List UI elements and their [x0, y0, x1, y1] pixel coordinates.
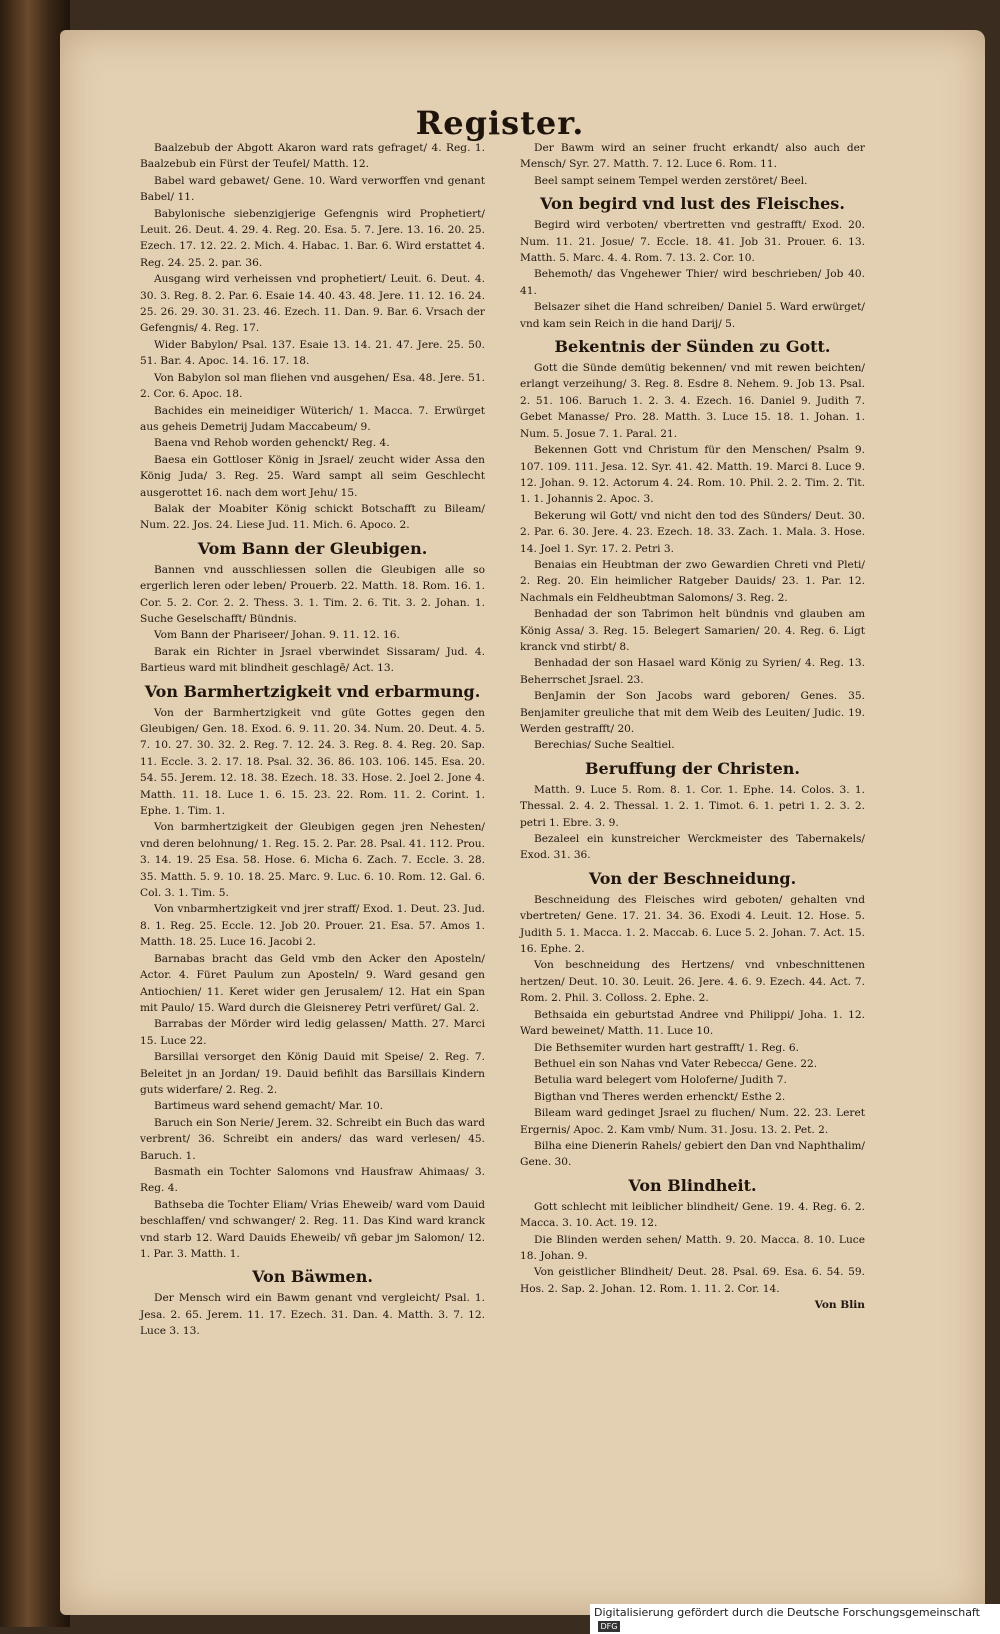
register-entry: Von Babylon sol man fliehen vnd ausgehen/ Esa. 48. Jere. 51. 2. Cor. 6. Apoc. 18.: [140, 371, 485, 401]
register-entry: Wider Babylon/ Psal. 137. Esaie 13. 14. 21. 47. Jere. 25. 50. 51. Bar. 4. Apoc. 14. 16. 17. 18.: [140, 338, 485, 368]
register-entry: Basmath ein Tochter Salomons vnd Hausfraw Ahimaas/ 3. Reg. 4.: [140, 1165, 485, 1195]
register-entry: Berechias/ Suche Sealtiel.: [534, 739, 675, 752]
register-entry: Ausgang wird verheissen vnd prophetiert/ Leuit. 6. Deut. 4. 30. 3. Reg. 8. 2. Par. 6. Esaie 14. 40. 43. 48. Jere. 11. 12. 16. 24. 25. 26. 29. 30. 31. 23. 46. Ezech. 11. Dan. 9. Bar. 6. Vrsach der Gefengnis/ 4. Reg. 17.: [140, 273, 485, 335]
register-entry: Bekerung wil Gott/ vnd nicht den tod des Sünders/ Deut. 30. 2. Par. 6. 30. Jere. 4. 23. Ezech. 18. 33. Zach. 1. Mala. 3. Hose. 14. Joel 1. Syr. 17. 2. Petri 3.: [520, 509, 865, 555]
dfg-logo: DFG: [598, 1621, 620, 1632]
register-entry: Bileam ward gedinget Jsrael zu fluchen/ Num. 22. 23. Leret Ergernis/ Apoc. 2. Kam vmb/ Num. 31. Josu. 13. 2. Pet. 2.: [520, 1107, 865, 1136]
register-entry: Der Mensch wird ein Bawm genant vnd vergleicht/ Psal. 1. Jesa. 2. 65. Jerem. 11. 17. Ezech. 31. Dan. 4. Matth. 3. 7. 12. Luce 3. 13.: [140, 1292, 485, 1338]
register-entry: Von der Barmhertzigkeit vnd güte Gottes gegen den Gleubigen/ Gen. 18. Exod. 6. 9. 11. 20. 34. Num. 20. Deut. 4. 5. 7. 10. 27. 30. 32. 2. Reg. 7. 12. 24. 3. Reg. 8. 4. Reg. 20. Sap. 11. Eccle. 3. 2. 17. 18. Psal. 32. 36. 86. 103. 106. 145. Esa. 20. 54. 55. Jerem. 12. 18. 38. Ezech. 18. 33. Hose. 2. Joel 2. Jone 4. Matth. 11. 18. Luce 1. 6. 15. 23. 22. Rom. 11. 2. Corint. 1. Ephe. 1. Tim. 1.: [140, 706, 485, 818]
digitization-footer: [590, 1604, 1000, 1634]
section-heading: Von begird vnd lust des Fleisches.: [540, 194, 845, 214]
register-entry: Bigthan vnd Theres werden erhenckt/ Esthe 2.: [534, 1090, 786, 1103]
register-entry: Bethuel ein son Nahas vnd Vater Rebecca/ Gene. 22.: [534, 1057, 818, 1070]
register-entry: Behemoth/ das Vngehewer Thier/ wird beschrieben/ Job 40. 41.: [520, 268, 865, 297]
register-entry: Von geistlicher Blindheit/ Deut. 28. Psal. 69. Esa. 6. 54. 59. Hos. 2. Sap. 2. Johan. 12. Rom. 1. 11. 2. Cor. 14.: [520, 1266, 865, 1295]
register-entry: Baalzebub der Abgott Akaron ward rats gefraget/ 4. Reg. 1. Baalzebub ein Fürst der Teufel/ Matth. 12.: [140, 142, 485, 171]
register-entry: Vom Bann der Phariseer/ Johan. 9. 11. 12. 16.: [154, 629, 400, 642]
register-entry: Bilha eine Dienerin Rahels/ gebiert den Dan vnd Naphthalim/ Gene. 30.: [520, 1139, 865, 1169]
page-title: Register.: [415, 104, 585, 142]
register-entry: Baruch ein Son Nerie/ Jerem. 32. Schreibt ein Buch das ward verbrent/ 36. Schreibt ein anders/ das ward verlesen/ 45. Baruch. 1.: [140, 1116, 485, 1162]
register-entry: Von barmhertzigkeit der Gleubigen gegen jren Nehesten/ vnd deren belohnung/ 1. Reg. 15. 2. Par. 28. Psal. 41. 112. Prou. 3. 14. 19. 25 Esa. 58. Hose. 6. Micha 6. Zach. 7. Eccle. 3. 28. 35. Matth. 5. 9. 10. 18. 25. Marc. 9. Luc. 6. 10. Rom. 12. Gal. 6. Col. 3. 1. Tim. 5.: [140, 821, 485, 900]
register-entry: Barnabas bracht das Geld vmb den Acker den Aposteln/ Actor. 4. Füret Paulum zun Aposteln/ 9. Ward gesand gen Antiochien/ 11. Keret wider gen Jerusalem/ 12. Hat ein Span mit Paulo/ 15. Ward durch die Gleisnerey Petri verfüret/ Gal. 2.: [140, 952, 485, 1014]
register-entry: Baesa ein Gottloser König in Jsrael/ zeucht wider Assa den König Juda/ 3. Reg. 25. Ward sampt all seim Geschlecht ausgerottet 16. nach dem wort Jehu/ 15.: [140, 453, 485, 499]
register-entry: Bethsaida ein geburtstad Andree vnd Philippi/ Joha. 1. 12. Ward beweinet/ Matth. 11. Luce 10.: [520, 1008, 865, 1038]
section-heading: Von Bäwmen.: [252, 1267, 373, 1287]
register-entry: Gott die Sünde demütig bekennen/ vnd mit rewen beichten/ erlangt verzeihung/ 3. Reg. 8. Esdre 8. Nehem. 9. Job 13. Psal. 2. 51. 106. Baruch 1. 2. 3. 4. Ezech. 16. Daniel 9. Judith 7. Gebet Manasse/ Pro. 28. Matth. 3. Luce 15. 18. 1. Johan. 1. Num. 5. Josue 7. 1. Paral. 21.: [520, 362, 865, 440]
register-entry: Benhadad der son Hasael ward König zu Syrien/ 4. Reg. 13. Beherrschet Jsrael. 23.: [520, 657, 865, 686]
register-entry: Barak ein Richter in Jsrael vberwindet Sissaram/ Jud. 4. Bartieus ward mit blindheit geschlagē/ Act. 13.: [140, 645, 485, 675]
register-entry: Bartimeus ward sehend gemacht/ Mar. 10.: [154, 1100, 384, 1113]
register-entry: Matth. 9. Luce 5. Rom. 8. 1. Cor. 1. Ephe. 14. Colos. 3. 1. Thessal. 2. 4. 2. Thessal. 1. 2. 1. Timot. 6. 1. petri 1. 2. 3. 2. petri 1. Ebre. 3. 9.: [520, 783, 865, 829]
register-entry: Bezaleel ein kunstreicher Werckmeister des Tabernakels/ Exod. 31. 36.: [520, 833, 865, 862]
right-column: [520, 140, 865, 1314]
register-entry: Balak der Moabiter König schickt Botschafft zu Bileam/ Num. 22. Jos. 24. Liese Jud. 11. Mich. 6. Apoco. 2.: [140, 502, 485, 532]
register-entry: Babylonische siebenzigjerige Gefengnis wird Prophetiert/ Leuit. 26. Deut. 4. 29. 4. Reg. 20. Esa. 5. 7. Jere. 13. 16. 20. 25. Ezech. 17. 12. 22. 2. Mich. 4. Habac. 1. Bar. 6. Wird erstattet 4. Reg. 24. 25. 2. par. 36.: [140, 207, 485, 269]
register-entry: Bachides ein meineidiger Wüterich/ 1. Macca. 7. Erwürget aus geheis Demetrij Judam Maccabeum/ 9.: [140, 404, 485, 433]
register-entry: Barrabas der Mörder wird ledig gelassen/ Matth. 27. Marci 15. Luce 22.: [140, 1018, 485, 1047]
section-heading: Vom Bann der Gleubigen.: [197, 538, 428, 558]
register-entry: Die Bethsemiter wurden hart gestrafft/ 1. Reg. 6.: [534, 1041, 799, 1054]
register-entry: BenJamin der Son Jacobs ward geboren/ Genes. 35. Benjamiter greuliche that mit dem Weib des Leuiten/ Judic. 19. Werden gestrafft/ 20.: [520, 690, 865, 735]
section-heading: Bekentnis der Sünden zu Gott.: [554, 337, 831, 357]
section-heading: Von Barmhertzigkeit vnd erbarmung.: [144, 681, 481, 701]
register-entry: Bekennen Gott vnd Christum für den Menschen/ Psalm 9. 107. 109. 111. Jesa. 12. Syr. 41. 42. Matth. 19. Marci 8. Luce 9. 12. Johan. 9. 12. Actorum 4. 24. Rom. 10. Phil. 2. 2. Tim. 2. Tit. 1. 1. Johannis 2. Apoc. 3.: [520, 444, 865, 506]
section-heading: Beruffung der Christen.: [585, 758, 800, 778]
register-entry: Babel ward gebawet/ Gene. 10. Ward verworffen vnd genant Babel/ 11.: [140, 174, 485, 204]
footer-text: Digitalisierung gefördert durch die Deutsche Forschungsgemeinschaft: [594, 1606, 980, 1619]
register-entry: Benhadad der son Tabrimon helt bündnis vnd glauben am König Assa/ 3. Reg. 15. Belegert Samarien/ 20. 4. Reg. 6. Ligt kranck vnd stirbt/ 8.: [520, 608, 865, 653]
register-entry: Baena vnd Rehob worden gehenckt/ Reg. 4.: [154, 437, 390, 450]
register-entry: Beschneidung des Fleisches wird geboten/ gehalten vnd vbertreten/ Gene. 17. 21. 34. 36. Exodi 4. Leuit. 12. Hose. 5. Judith 5. 1. Macca. 1. 2. Maccab. 6. Luce 5. 2. Johan. 7. Act. 15. 16. Ephe. 2.: [520, 893, 865, 956]
register-entry: Betulia ward belegert vom Holoferne/ Judith 7.: [534, 1074, 787, 1087]
register-entry: Von vnbarmhertzigkeit vnd jrer straff/ Exod. 1. Deut. 23. Jud. 8. 1. Reg. 25. Eccle. 12. Job 20. Prouer. 21. Esa. 57. Amos 1. Matth. 18. 25. Luce 16. Jacobi 2.: [140, 903, 485, 949]
register-entry: Bathseba die Tochter Eliam/ Vrias Eheweib/ ward vom Dauid beschlaffen/ vnd schwanger/ 2. Reg. 11. Das Kind ward kranck vnd starb 12. Ward Dauids Eheweib/ vñ gebar jm Salomon/ 12. 1. Par. 3. Matth. 1.: [140, 1198, 485, 1260]
section-heading: Von der Beschneidung.: [588, 868, 797, 888]
register-entry: Beel sampt seinem Tempel werden zerstöret/ Beel.: [534, 174, 808, 187]
register-entry: Gott schlecht mit leiblicher blindheit/ Gene. 19. 4. Reg. 6. 2. Macca. 3. 10. Act. 19. 12.: [520, 1200, 865, 1230]
register-entry: Barsillai versorget den König Dauid mit Speise/ 2. Reg. 7. Beleitet jn an Jordan/ 19. Dauid befihlt das Barsillais Kindern guts widerfare/ 2. Reg. 2.: [140, 1051, 485, 1096]
left-column: [140, 140, 485, 1340]
register-entry: Der Bawm wird an seiner frucht erkandt/ also auch der Mensch/ Syr. 27. Matth. 7. 12. Luce 6. Rom. 11.: [520, 142, 865, 171]
register-entry: Von beschneidung des Hertzens/ vnd vnbeschnittenen hertzen/ Deut. 10. 30. Leuit. 26. Jere. 4. 6. 9. Ezech. 44. Act. 7. Rom. 2. Phil. 3. Colloss. 2. Ephe. 2.: [520, 959, 865, 1005]
register-entry: Belsazer sihet die Hand schreiben/ Daniel 5. Ward erwürget/ vnd kam sein Reich in die hand Darij/ 5.: [520, 301, 865, 330]
register-entry: Die Blinden werden sehen/ Matth. 9. 20. Macca. 8. 10. Luce 18. Johan. 9.: [520, 1233, 865, 1262]
section-heading: Von Blindheit.: [628, 1175, 757, 1195]
register-entry: Begird wird verboten/ vbertretten vnd gestrafft/ Exod. 20. Num. 11. 21. Josue/ 7. Eccle. 18. 41. Job 31. Prouer. 6. 13. Matth. 5. Marc. 4. 4. Rom. 7. 13. 2. Cor. 10.: [520, 219, 865, 265]
catchword: Von Blin: [814, 1299, 865, 1312]
register-entry: Bannen vnd ausschliessen sollen die Gleubigen alle so ergerlich leren oder leben/ Prouerb. 22. Matth. 18. Rom. 16. 1. Cor. 5. 2. Cor. 2. 2. Thess. 3. 1. Tim. 2. 6. Tit. 3. 2. Johan. 1. Suche Geselschafft/ Bündnis.: [140, 563, 485, 625]
register-entry: Benaias ein Heubtman der zwo Gewardien Chreti vnd Pleti/ 2. Reg. 20. Ein heimlicher Ratgeber Dauids/ 23. 1. Par. 12. Nachmals ein Feldheubtman Salomons/ 3. Reg. 2.: [520, 558, 865, 604]
